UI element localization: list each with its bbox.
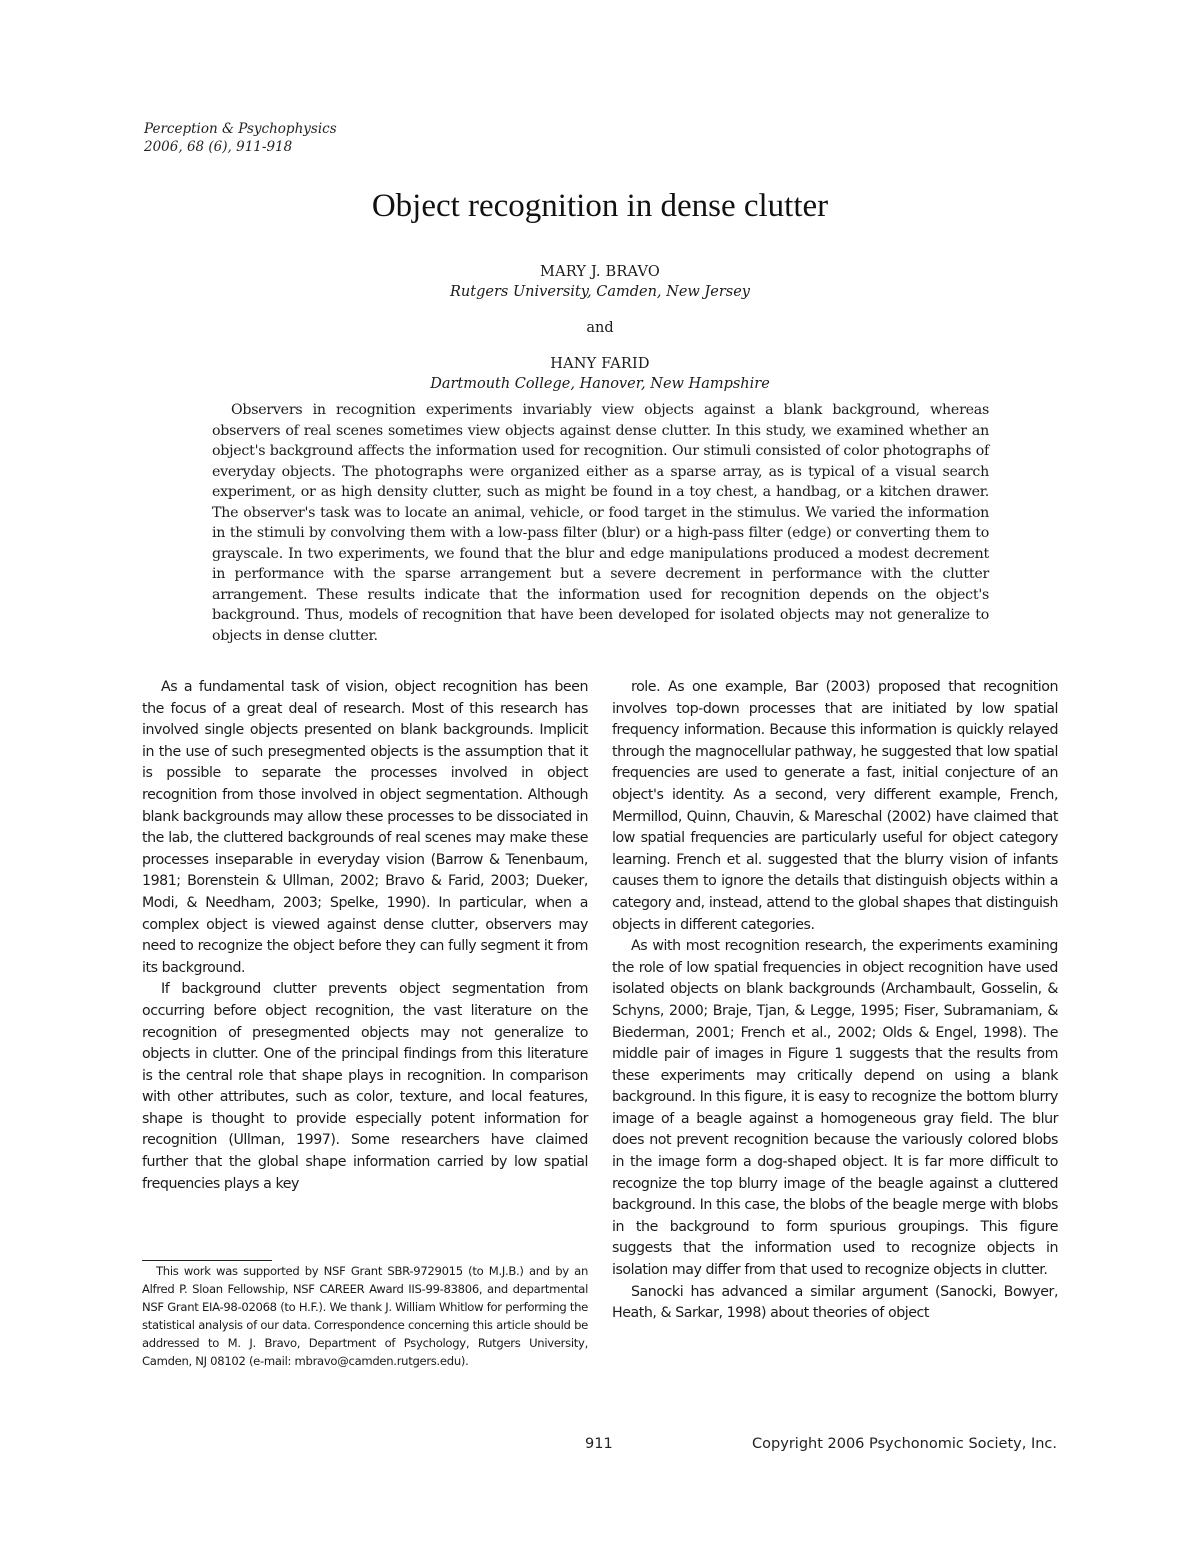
journal-citation: 2006, 68 (6), 911-918 xyxy=(144,139,293,155)
body-paragraph: If background clutter prevents object segmentation from occurring before object recognition, the vast literature on the recognition of presegmented objects may not generalize to objects in clutter. One of the principal findings from this literature is the central role that shape plays in recognition. In comparison with other attributes, such as color, texture, and local features, shape is thought to provide especially potent information for recognition (Ullman, 1997). Some researchers have claimed further that the global shape information carried by low spatial frequencies plays a key xyxy=(142,981,588,1192)
author-affiliation-2: Dartmouth College, Hanover, New Hampshire xyxy=(430,376,770,392)
body-paragraph: Sanocki has advanced a similar argument (Sanocki, Bowyer, Heath, & Sarkar, 1998) about theories of object xyxy=(612,1283,1058,1322)
author-name-1: MARY J. BRAVO xyxy=(540,264,660,280)
abstract xyxy=(212,400,989,646)
body-paragraph: As a fundamental task of vision, object recognition has been the focus of a great deal of research. Most of this research has involved single objects presented on blank backgrounds. Implicit in the use of such presegmented objects is the assumption that it is possible to separate the processes involved in object recognition from those involved in object segmentation. Although blank backgrounds may allow these processes to be dissociated in the lab, the cluttered backgrounds of real scenes may make these processes inseparable in everyday vision (Barrow & Tenenbaum, 1981; Borenstein & Ullman, 2002; Bravo & Farid, 2003; Dueker, Modi, & Needham, 2003; Spelke, 1990). In particular, when a complex object is viewed against dense clutter, observers may need to recognize the object before they can fully segment it from its background. xyxy=(142,679,588,976)
footnote xyxy=(142,1262,588,1371)
footnote-rule xyxy=(142,1260,272,1261)
journal-header xyxy=(144,120,337,156)
page-number: 911 xyxy=(585,1436,613,1452)
journal-name: Perception & Psychophysics xyxy=(144,121,337,137)
body-column-left xyxy=(142,677,588,1195)
article-title: Object recognition in dense clutter xyxy=(371,188,829,224)
body-paragraph: As with most recognition research, the experiments examining the role of low spatial frequencies in object recognition have used isolated objects on blank backgrounds (Archambault, Gosselin, & Schyns, 2000; Braje, Tjan, & Legge, 1995; Fiser, Subramaniam, & Biederman, 2001; French et al., 2002; Olds & Engel, 1998). The middle pair of images in Figure 1 suggests that the results from these experiments may critically depend on using a blank background. In this figure, it is easy to recognize the bottom blurry image of a beagle against a homogeneous gray field. The blur does not prevent recognition because the variously colored blobs in the image form a dog-shaped object. It is far more difficult to recognize the top blurry image of the beagle against a cluttered background. In this case, the blobs of the beagle merge with blobs in the background to form spurious groupings. This figure suggests that the information used to recognize objects in isolation may differ from that used to recognize objects in clutter. xyxy=(612,938,1058,1279)
footnote-text: This work was supported by NSF Grant SBR-9729015 (to M.J.B.) and by an Alfred P. Sloan Fellowship, NSF CAREER Award IIS-99-83806, and departmental NSF Grant EIA-98-02068 (to H.F.). We thank J. William Whitlow for performing the statistical analysis of our data. Correspondence concerning this article should be addressed to M. J. Bravo, Department of Psychology, Rutgers University, Camden, NJ 08102 (e-mail: mbravo@camden.rutgers.edu). xyxy=(142,1264,588,1369)
copyright-notice: Copyright 2006 Psychonomic Society, Inc. xyxy=(752,1436,1057,1452)
body-paragraph: role. As one example, Bar (2003) proposed that recognition involves top-down processes that are initiated by low spatial frequency information. Because this information is quickly relayed through the magnocellular pathway, he suggested that low spatial frequencies are used to generate a fast, initial conjecture of an object's identity. As a second, very different example, French, Mermillod, Quinn, Chauvin, & Mareschal (2002) have claimed that low spatial frequencies are particularly useful for object category learning. French et al. suggested that the blurry vision of infants causes them to ignore the details that distinguish objects within a category and, instead, attend to the global shapes that distinguish objects in different categories. xyxy=(612,679,1058,933)
abstract-text: Observers in recognition experiments invariably view objects against a blank background, whereas observers of real scenes sometimes view objects against dense clutter. In this study, we examined whether an object's background affects the information used for recognition. Our stimuli consisted of color photographs of everyday objects. The photographs were organized either as a sparse array, as is typical of a visual search experiment, or as high density clutter, such as might be found in a toy chest, a handbag, or a kitchen drawer. The observer's task was to locate an animal, vehicle, or food target in the stimulus. We varied the information in the stimuli by convolving them with a low-pass filter (blur) or a high-pass filter (edge) or converting them to grayscale. In two experiments, we found that the blur and edge manipulations produced a modest decrement in performance with the sparse arrangement but a severe decrement in performance with the clutter arrangement. These results indicate that the information used for recognition depends on the object's background. Thus, models of recognition that have been developed for isolated objects may not generalize to objects in dense clutter. xyxy=(212,402,989,644)
author-separator: and xyxy=(586,320,614,336)
author-affiliation-1: Rutgers University, Camden, New Jersey xyxy=(450,284,750,300)
author-block xyxy=(0,262,1200,394)
author-name-2: HANY FARID xyxy=(550,356,650,372)
body-column-right xyxy=(612,677,1058,1325)
